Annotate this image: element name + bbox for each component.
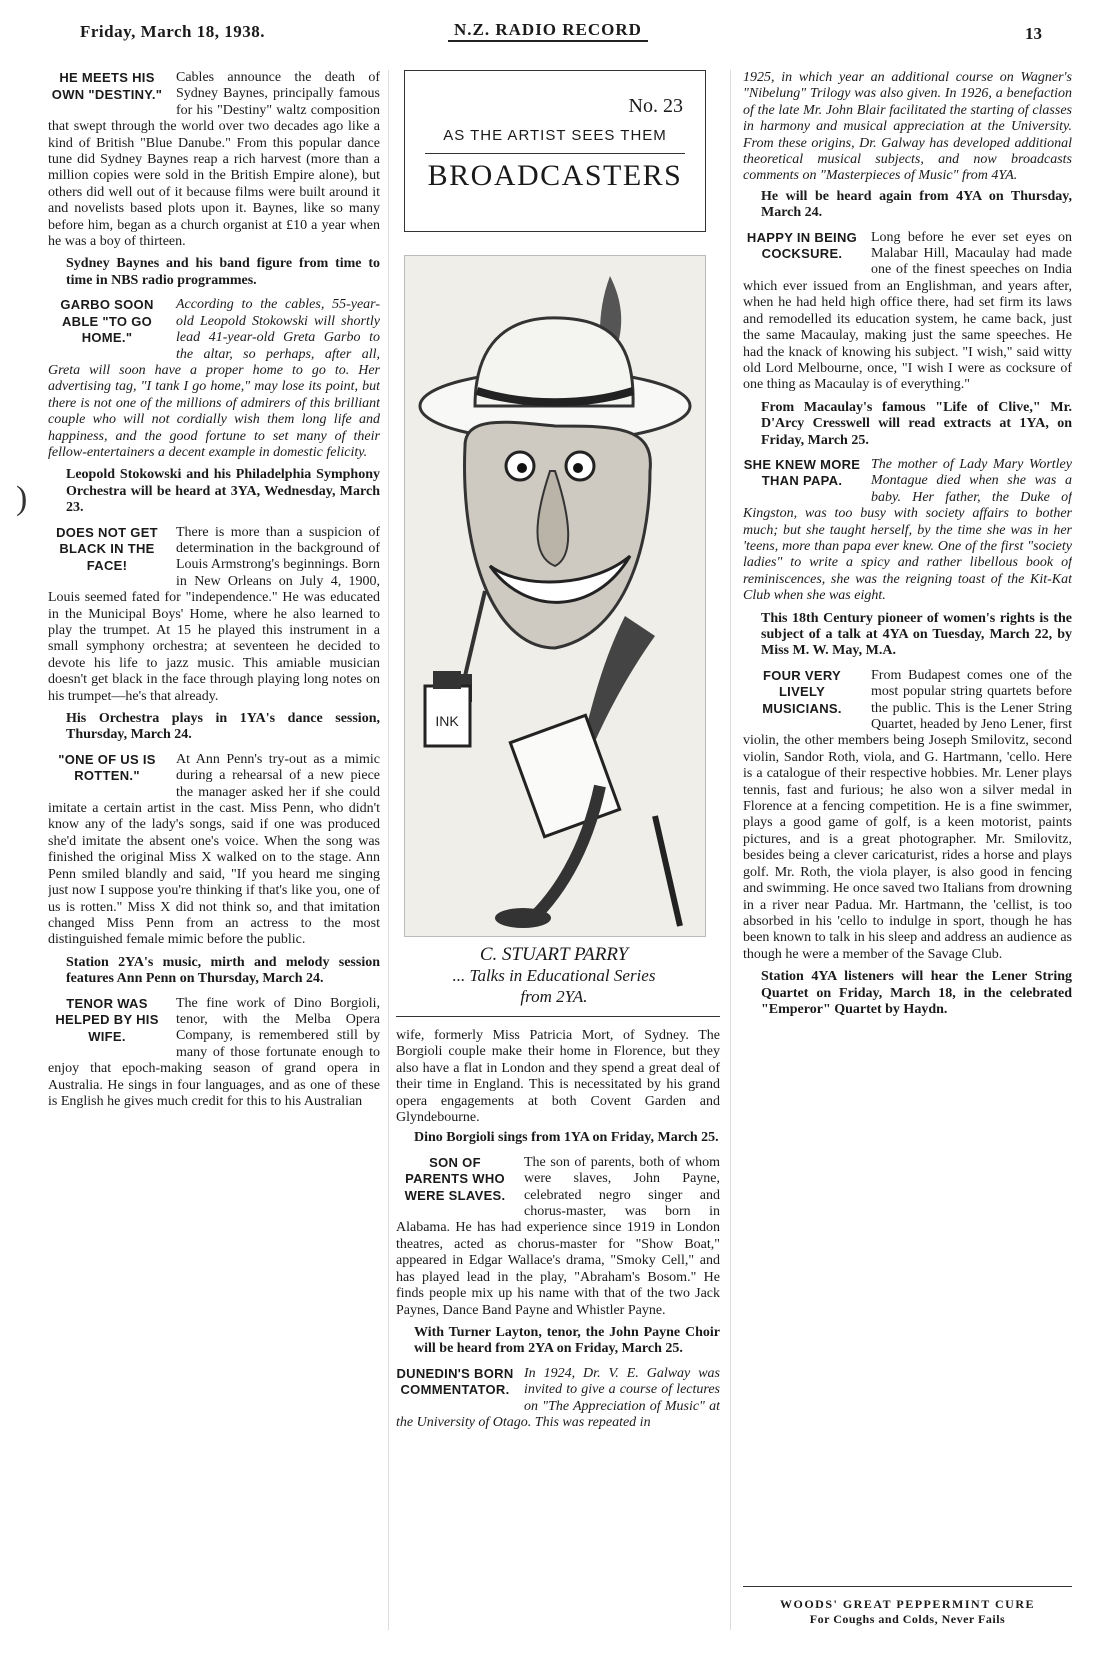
article-heading: DUNEDIN'S BORN COMMENTATOR. [396, 1365, 514, 1398]
divider [396, 1016, 720, 1017]
broadcast-note: Station 4YA listeners will hear the Lener String Quartet on Friday, March 18, in the celebrated "Emperor" Quartet by Haydn. [761, 969, 1072, 1017]
article-heading: GARBO SOON ABLE "TO GO HOME." [60, 297, 154, 346]
article-heading: FOUR VERY LIVELY MUSICIANS. [762, 667, 842, 716]
broadcast-note: Sydney Baynes and his band figure from time to time in NBS radio programmes. [66, 256, 380, 288]
article-body: wife, formerly Miss Patricia Mort, of Sydney. The Borgioli couple make their home in Florence, but they also have a flat in London and they spend a great deal of their time in England. This is necessitated by his grand opera engagements at both Covent Garden and Glyndebourne. [396, 1028, 720, 1126]
article-heading: TENOR WAS HELPED BY HIS WIFE. [55, 995, 159, 1044]
article-garbo [48, 297, 380, 461]
article-borgioli [48, 996, 380, 1111]
broadcast-note: Station 2YA's music, mirth and melody session features Ann Penn on Thursday, March 24. [66, 954, 380, 987]
article-body: According to the cables, 55-year-old Leopold Stokowski will shortly lead 41-year-old Greta Garbo to the altar, so perhaps, after all, Greta will soon have a proper home to go to. Her advertising tag, "I tank I go home," may lose its point, but there is not one of the millions of admirers of this brilliant couple who will not cordially wish them long life and happiness, and the good fortune to set many of their fellow-entertainers a decent example in domestic felicity. [48, 297, 380, 460]
caption-line: from 2YA. [520, 987, 588, 1006]
article-body: 1925, in which year an additional course on Wagner's "Nibelung" Trilogy was also given. In 1926, a benefaction of the late Mr. John Blair facilitated the starting of classes in harmony and musical appreciation at the University. From these origins, Dr. Galway has developed additional theoretical musical subjects, and now broadcasts comments on "Masterpieces of Music" from 4YA. [743, 70, 1072, 184]
article-heading: SHE KNEW MORE THAN PAPA. [743, 456, 861, 489]
broadcast-note: Leopold Stokowski and his Philadelphia Symphony Orchestra will be heard at 3YA, Wednesday, March 23. [66, 467, 380, 516]
advertisement [743, 1586, 1072, 1627]
article-heading: HE MEETS HIS OWN "DESTINY." [51, 70, 163, 102]
article-baynes [48, 70, 380, 250]
article-body: In 1924, Dr. V. E. Galway was invited to give a course of lectures on "The Appreciation of Music" at the University of Otago. This was repeated in [396, 1365, 720, 1430]
broadcast-note: With Turner Layton, tenor, the John Payne Choir will be heard from 2YA on Friday, March 25. [414, 1324, 720, 1357]
article-lener-quartet [743, 668, 1072, 963]
article-body: The fine work of Dino Borgioli, tenor, with the Melba Opera Company, is remembered still by many of those fortunate enough to enjoy that epoch-making season of grand opera in Australia. He sings in four languages, and as one of these is English he gives much credit for this to his Australian [48, 995, 380, 1109]
article-john-payne [396, 1155, 720, 1319]
article-body: The son of parents, both of whom were slaves, John Payne, celebrated negro singer and chorus-master, was born in Alabama. He has had experience since 1919 in London theatres, acted as chorus-master for "Show Boat," appeared in Edgar Wallace's drama, "Smoky Cell," and has played lead in the play, "Abraham's Bosom." He finds people mix up his name with that of the two Jack Paynes, Dance Band Payne and Whistler Payne. [396, 1154, 720, 1318]
column-right [743, 70, 1072, 1026]
article-montague [743, 457, 1072, 605]
column-left [48, 70, 380, 1116]
page-number: 13 [1025, 24, 1042, 43]
broadcasters-feature-box [404, 70, 706, 232]
article-armstrong [48, 525, 380, 705]
broadcast-note: He will be heard again from 4YA on Thursday, March 24. [761, 188, 1072, 221]
feature-number: No. 23 [628, 95, 683, 117]
article-galway [396, 1366, 720, 1432]
article-heading: "ONE OF US IS ROTTEN." [58, 751, 156, 784]
article-heading: SON OF PARENTS WHO WERE SLAVES. [404, 1154, 506, 1203]
column-divider [730, 70, 731, 1630]
article-body: At Ann Penn's try-out as a mimic during a rehearsal of a new piece the manager asked her if she could imitate a certain artist in the cast. Miss Penn, who didn't know any of the lady's songs, said if one was produced she'd imitate the absent one's voice. When the song was finished the original Miss X walked on to the stage. Ann Penn smiled blandly and said, "If you heard me singing just now I suppose you're thinking if that's like you, one of us is rotten." Miss X did not think so, and that imitation changed Miss Penn from an actress to the most distinguished female mimic before the public. [48, 751, 380, 948]
broadcast-note: This 18th Century pioneer of women's rights is the subject of a talk at 4YA on Tuesday, March 22, by Miss M. W. May, M.A. [761, 610, 1072, 659]
article-body: The mother of Lady Mary Wortley Montague died when she was a baby. Her father, the Duke of Kingston, was too busy with society affairs to bother much; but she taught herself, by the time she was in her 'teens, more than papa ever knew. One of the first "society ladies" to write a spicy and rather libellous book of reminiscences, she was the reigning toast of the Kit-Kat Club when she was eight. [743, 456, 1072, 604]
caption-name: C. STUART PARRY [479, 944, 629, 965]
feature-title: BROADCASTERS [427, 159, 683, 192]
ad-title: WOODS' GREAT PEPPERMINT CURE [779, 1597, 1036, 1611]
caption-line: ... Talks in Educational Series [452, 966, 656, 985]
ad-subtitle: For Coughs and Colds, Never Fails [809, 1612, 1006, 1626]
caricature-drawing [405, 256, 705, 936]
article-body: Long before he ever set eyes on Malabar Hill, Macaulay had made one of the finest speeches on India which ever issued from an Englishman, and years after, when he had held high office there, had set firm its laws and remodelled its education system, he came back, just the same Macaulay, making just the same speeches. He had the knack of knowing his subject. "I wish," said witty old Lord Melbourne, once, "I wish I were as cocksure of one thing as Macaulay is of everything." [743, 229, 1072, 393]
issue-date: Friday, March 18, 1938. [80, 22, 265, 41]
masthead-title: N.Z. RADIO RECORD [448, 20, 648, 42]
article-heading: HAPPY IN BEING COCKSURE. [746, 229, 858, 262]
illustration-caption [404, 944, 704, 1007]
article-body: Cables announce the death of Sydney Baynes, principally famous for his "Destiny" waltz composition that swept through the world over two decades ago like a kind of British "Blue Danube." From this popular dance tune did Sydney Baynes reap a rich harvest (more than a million copies were sold in the British Empire alone), but others did well out of it because films were built around it and novelists based plots upon it. Baynes, like so many before him, began as a church organist at £10 a year when he was a boy of thirteen. [48, 70, 380, 250]
article-body: There is more than a suspicion of determination in the background of Louis Armstrong's beginnings. Born in New Orleans on July 4, 1900, Louis seemed fated for "independence." He was educated in the Municipal Boys' Home, where he also learned to play the trumpet. At 15 he played this instrument in a small symphony orchestra; at seventeen he decided to devote his life to jazz music. This amiable musician doesn't get black in the face through playing long notes on his trumpet—he's that already. [48, 524, 380, 704]
broadcast-note: From Macaulay's famous "Life of Clive," Mr. D'Arcy Cresswell will read extracts at 1YA, on Friday, March 25. [761, 399, 1072, 448]
broadcast-note: Dino Borgioli sings from 1YA on Friday, March 25. [414, 1130, 719, 1146]
ink-label: INK [435, 713, 459, 729]
article-ann-penn [48, 752, 380, 949]
article-macaulay [743, 230, 1072, 394]
broadcast-note: His Orchestra plays in 1YA's dance session, Thursday, March 24. [66, 711, 380, 743]
column-middle-text [396, 1028, 720, 1437]
column-divider [388, 70, 389, 1630]
divider [425, 153, 685, 154]
article-heading: DOES NOT GET BLACK IN THE FACE! [56, 524, 158, 573]
article-body: From Budapest comes one of the most popular string quartets before the public. This is the Lener String Quartet, headed by Jeno Lener, first violin, the other members being Joseph Smilovitz, second violin, Sandor Roth, viola, and G. Hartmann, 'cello. Here is a catalogue of their respective hobbies. Mr. Lener plays tennis, fast and furious; he also won a silver medal in Florence at a fencing competition. He is a fine swimmer, plays a good game of golf, is a keen motorist, paints pictures, and is a great photographer. Mr. Smilovitz, besides being a clever caricaturist, rides a horse and plays golf. Mr. Roth, the viola player, is also good in fencing and swimming. He once saved two Italians from drowning in a river near Padua. Mr. Hartmann, the 'cellist, is too absorbed in his 'cello to indulge in sport, though he has been known to talk in his sleep and address an audience as though he were a member of the Savage Club. [743, 667, 1072, 962]
margin-pencil-mark: ) [16, 480, 28, 517]
feature-subtitle: AS THE ARTIST SEES THEM [443, 127, 667, 144]
caricature-illustration [404, 255, 706, 937]
